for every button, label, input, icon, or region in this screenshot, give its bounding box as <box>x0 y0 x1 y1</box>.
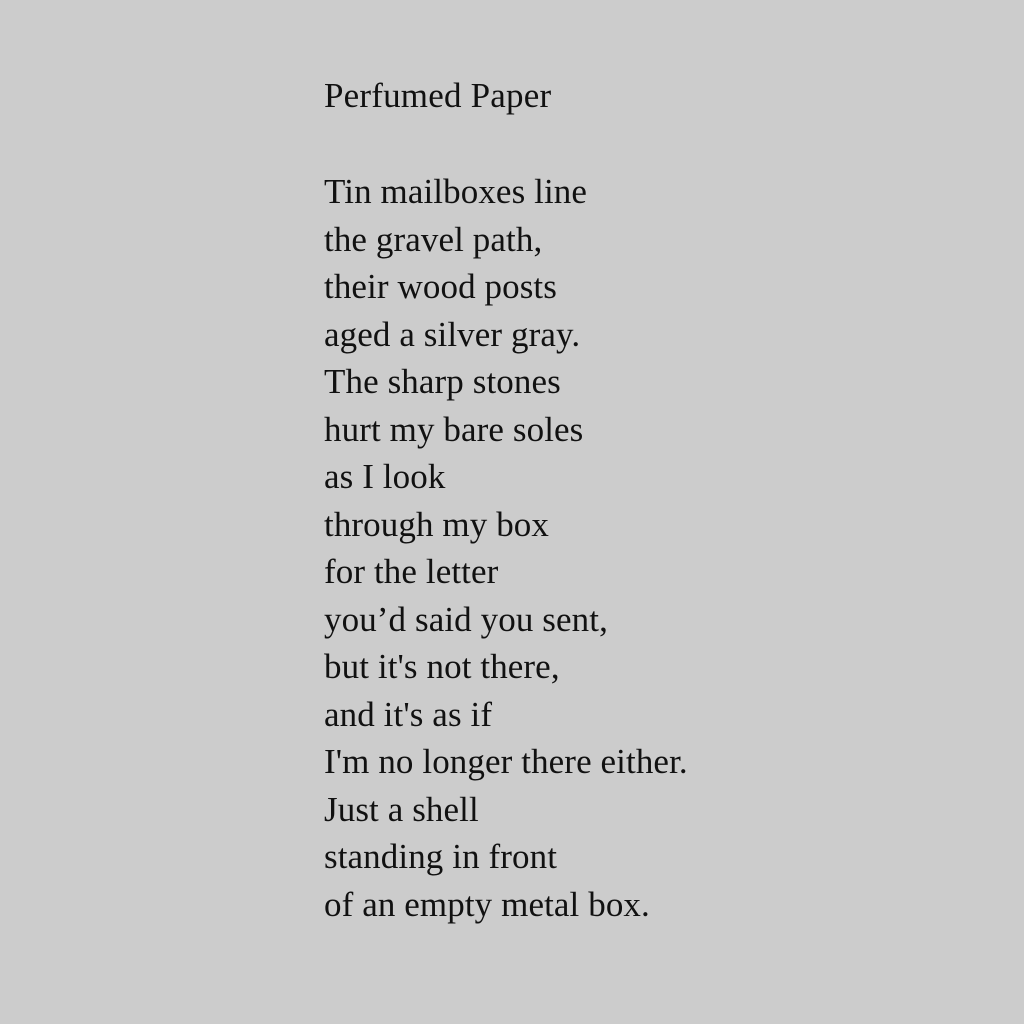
poem-container <box>324 72 984 928</box>
poem-line: the gravel path, <box>324 219 543 259</box>
poem-body <box>324 168 984 928</box>
poem-line: but it's not there, <box>324 647 560 686</box>
poem-line: and it's as if <box>324 694 493 734</box>
poem-line: The sharp stones <box>324 362 561 401</box>
poem-line: standing in front <box>324 837 558 876</box>
poem-line: through my box <box>324 504 550 544</box>
page-title: Perfumed Paper <box>324 76 552 115</box>
poem-line: you’d said you sent, <box>324 599 608 639</box>
poem-line: for the letter <box>324 552 499 591</box>
poem-line: Tin mailboxes line <box>324 172 588 211</box>
poem-line: I'm no longer there either. <box>324 742 688 781</box>
poem-line: hurt my bare soles <box>324 409 584 449</box>
poem-line: aged a silver gray. <box>324 314 581 354</box>
poem-line: Just a shell <box>324 789 479 829</box>
poem-line: as I look <box>324 457 446 496</box>
poem-line: their wood posts <box>324 267 557 306</box>
poem-line: of an empty metal box. <box>324 884 650 924</box>
